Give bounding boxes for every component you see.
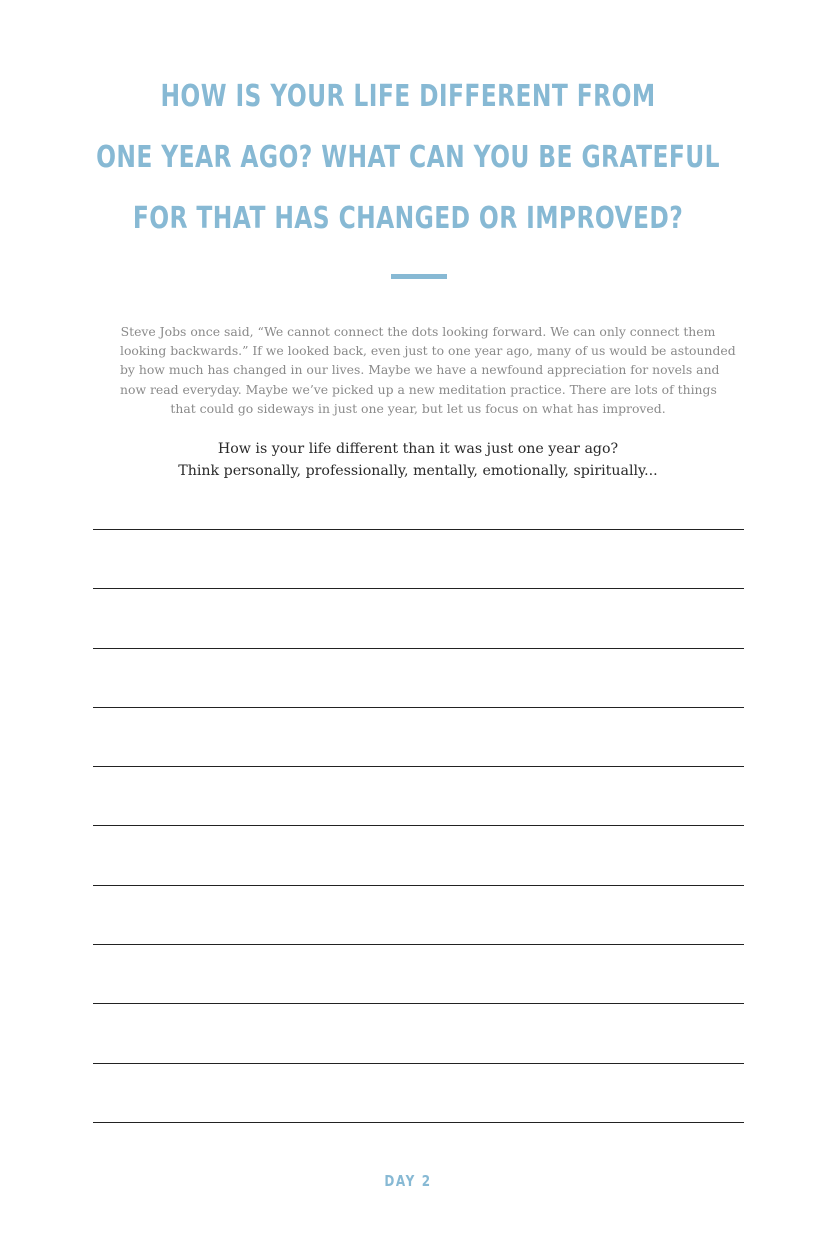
page-title bbox=[90, 66, 726, 249]
title-line-3: FOR THAT HAS CHANGED OR IMPROVED? bbox=[132, 201, 684, 236]
title-line-1: HOW IS YOUR LIFE DIFFERENT FROM bbox=[160, 79, 656, 114]
title-divider bbox=[391, 274, 447, 279]
intro-line-5: that could go sideways in just one year, but let us focus on what has improved. bbox=[170, 400, 666, 416]
writing-line[interactable] bbox=[93, 529, 744, 530]
writing-line[interactable] bbox=[93, 766, 744, 767]
intro-line-1: Steve Jobs once said, “We cannot connect the dots looking forward. We can only connect them bbox=[120, 324, 716, 339]
writing-line[interactable] bbox=[93, 885, 744, 886]
intro-paragraph bbox=[120, 322, 736, 418]
prompt-question: How is your life different than it was just one year ago? bbox=[217, 441, 619, 457]
writing-line[interactable] bbox=[93, 1063, 744, 1064]
intro-line-2: looking backwards.” If we looked back, even just to one year ago, many of us would be astounded bbox=[120, 343, 736, 359]
intro-line-4: now read everyday. Maybe we’ve picked up a new meditation practice. There are lots of things bbox=[120, 381, 717, 397]
day-label: DAY 2 bbox=[384, 1172, 432, 1190]
writing-line[interactable] bbox=[93, 1003, 744, 1004]
writing-line[interactable] bbox=[93, 944, 744, 945]
writing-line[interactable] bbox=[93, 707, 744, 708]
writing-line[interactable] bbox=[93, 588, 744, 589]
title-line-2: ONE YEAR AGO? WHAT CAN YOU BE GRATEFUL bbox=[96, 140, 720, 175]
intro-line-3: by how much has changed in our lives. Maybe we have a newfound appreciation for novels and bbox=[120, 362, 720, 378]
journal-prompt bbox=[100, 438, 736, 482]
writing-line[interactable] bbox=[93, 1122, 744, 1123]
writing-line[interactable] bbox=[93, 648, 744, 649]
writing-line[interactable] bbox=[93, 825, 744, 826]
prompt-hint: Think personally, professionally, mentally, emotionally, spiritually... bbox=[178, 463, 658, 479]
